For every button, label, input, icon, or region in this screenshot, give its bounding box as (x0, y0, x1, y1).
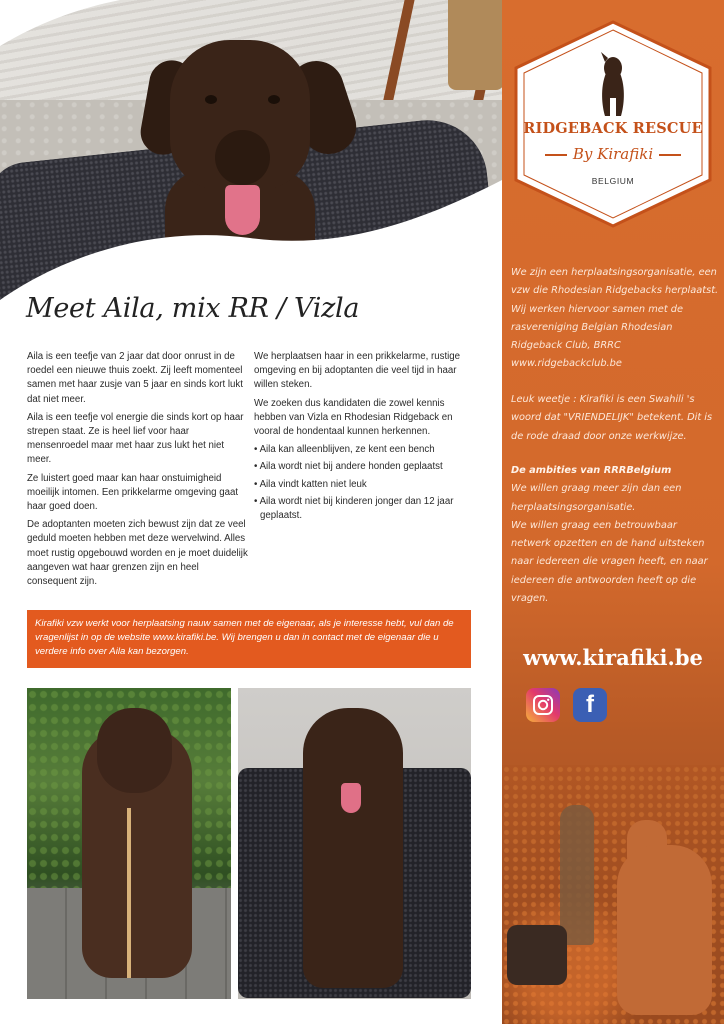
fun-fact-text: Leuk weetje : Kirafiki is een Swahili 's woord dat "VRIENDELIJK" betekent. Dit is de rode draad door onze werkwijze. (511, 394, 713, 442)
logo-title: RIDGEBACK RESCUE (523, 120, 703, 137)
ambitions-heading: De ambities van RRRBelgium (511, 465, 672, 476)
hero-curve (0, 0, 502, 320)
photo-aila-lying (238, 688, 471, 999)
sidebar-intro (511, 264, 719, 374)
sidebar-photo-dog-walk (502, 765, 724, 1024)
left-column (27, 350, 249, 593)
ambitions-text: We willen graag meer zijn dan een herplaatsingsorganisatie. (511, 483, 682, 513)
logo-subtitle: By Kirafiki (502, 145, 724, 163)
paragraph: We herplaatsen haar in een prikkelarme, rustige omgeving en bij adoptanten die veel tijd in haar willen steken. (254, 351, 461, 391)
list-item: • Aila vindt katten niet leuk (254, 478, 468, 492)
sidebar (502, 0, 724, 1024)
sidebar-ambitions (511, 462, 719, 608)
paragraph: De adoptanten moeten zich bewust zijn dat ze veel geduld moeten hebben met deze wervelwind. Alles moet rustig opgebouwd worden en je moet duidelijk aangeven wat haar grenzen zijn en heel consequent zijn. (27, 519, 248, 588)
list-item: • Aila wordt niet bij kinderen jonger dan 12 jaar geplaatst. (254, 495, 468, 523)
logo-country: BELGIUM (591, 176, 635, 186)
intro-text: We zijn een herplaatsingsorganisatie, een vzw die Rhodesian Ridgebacks herplaatst. Wij werken hiervoor samen met de rasvereniging Belgian Rhodesian Ridgeback Club, BRRC www.ridgebackclub.be (511, 267, 719, 370)
photo-aila-sitting (27, 688, 231, 999)
website-link[interactable]: www.kirafiki.be (523, 645, 703, 670)
instagram-icon[interactable] (526, 688, 560, 722)
facebook-icon[interactable]: f (573, 688, 607, 722)
paragraph: Aila is een teefje vol energie die sinds kort op haar strepen staat. Ze is heel lief voor haar mensenroedel maar met haar zus lukt het niet meer. (27, 411, 244, 466)
right-column (254, 350, 468, 526)
paragraph: Ze luistert goed maar kan haar onstuimigheid moeilijk intomen. Een prikkelarme omgeving gaat haar goed doen. (27, 472, 239, 513)
sidebar-fun-fact (511, 391, 719, 446)
contact-banner: Kirafiki vzw werkt voor herplaatsing nauw samen met de eigenaar, als je interesse hebt, vul dan de vragenlijst in op de website www.kirafiki.be. Wij brengen u dan in contact met de eigenaar die u verdere info over Aila kan bezorgen. (27, 610, 471, 668)
paragraph: Aila is een teefje van 2 jaar dat door onrust in de roedel een nieuwe thuis zoekt. Zij leeft momenteel samen met haar zusje van 5 jaar en sinds kort lukt dat niet meer. (27, 351, 243, 405)
ambitions-text: We willen graag een betrouwbaar netwerk opzetten en de hand uitsteken naar iedereen die vragen heeft, en naar iedereen die antwoorden heeft op die vragen. (511, 519, 708, 605)
list-item: • Aila kan alleenblijven, ze kent een bench (254, 443, 468, 457)
list-item: • Aila wordt niet bij andere honden geplaatst (254, 460, 468, 474)
requirements-list (254, 443, 468, 523)
paragraph: We zoeken dus kandidaten die zowel kennis hebben van Vizla en Rhodesian Ridgeback en vooral de hondentaal kunnen herkennen. (254, 397, 453, 438)
page-title: Meet Aila, mix RR / Vizla (26, 293, 360, 324)
